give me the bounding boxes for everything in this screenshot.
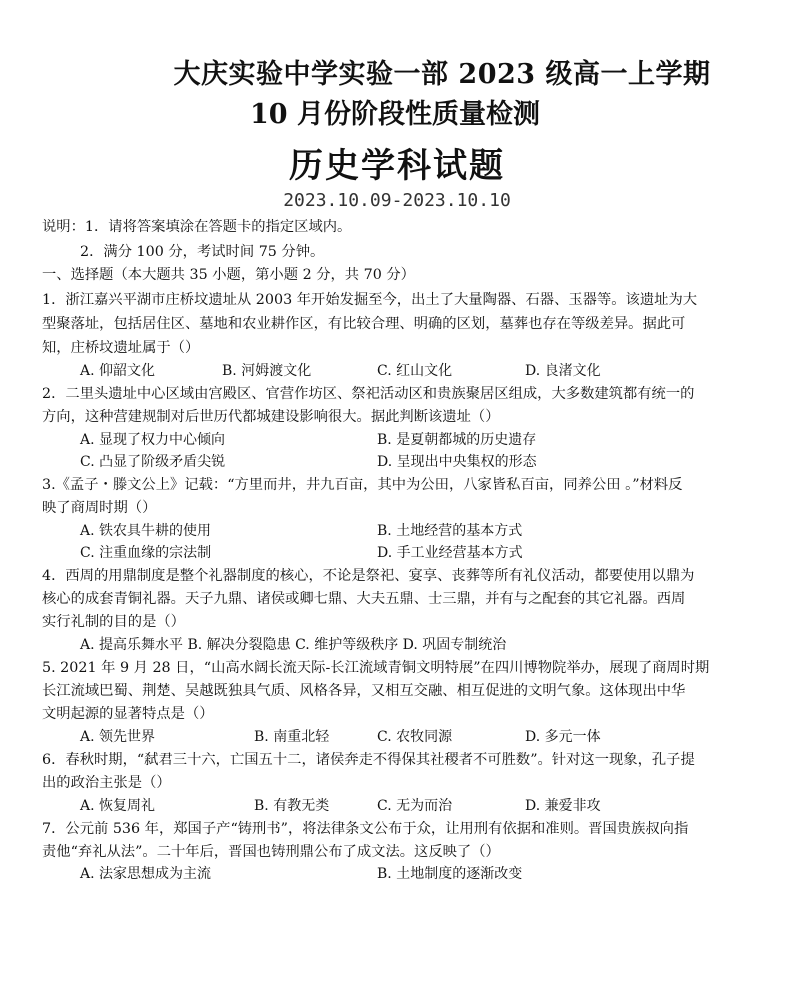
question-7-option-b: B. 土地制度的逐渐改变 (377, 866, 523, 882)
question-5-option-c: C. 农牧同源 (377, 729, 453, 745)
section-heading: 一、选择题（本大题共 35 小题，第小题 2 分，共 70 分） (42, 267, 415, 283)
title-line-3: 历史学科试题 (289, 146, 505, 186)
question-2-line-2: 方向，这种营建规制对后世历代都城建设影响很大。据此判断该遗址（） (42, 409, 500, 425)
question-6-option-b: B. 有教无类 (254, 798, 330, 814)
title-line-2: 10 月份阶段性质量检测 (250, 99, 540, 130)
question-1-line-2: 型聚落址，包括居住区、墓地和农业耕作区，有比较合理、明确的区划，墓葬也存在等级差异。据此可 (42, 316, 686, 332)
question-6-line-1: 6．春秋时期，“弑君三十六，亡国五十二，诸侯奔走不得保其社稷者不可胜数”。针对这一现象，孔子提 (42, 752, 695, 768)
note-line-2: 2．满分 100 分，考试时间 75 分钟。 (80, 244, 325, 260)
question-1-option-d: D. 良渚文化 (525, 363, 601, 379)
question-5-line-3: 文明起源的显著特点是（） (42, 706, 214, 722)
question-3-option-b: B. 土地经营的基本方式 (377, 523, 523, 539)
question-5-line-2: 长江流域巴蜀、荆楚、吴越既独具气质、风格各异，又相互交融、相互促进的文明气象。这体现出中华 (42, 683, 686, 699)
note-line-1: 说明：1．请将答案填涂在答题卡的指定区域内。 (42, 219, 352, 235)
question-2-option-c: C. 凸显了阶级矛盾尖锐 (80, 454, 226, 470)
question-1-option-a: A. 仰韶文化 (80, 363, 156, 379)
question-4-line-3: 实行礼制的目的是（） (42, 614, 185, 630)
question-5-option-a: A. 领先世界 (80, 729, 156, 745)
question-7-option-a: A. 法家思想成为主流 (80, 866, 212, 882)
question-6-option-c: C. 无为而治 (377, 798, 453, 814)
question-4-options: A. 提高乐舞水平 B. 解决分裂隐患 C. 维护等级秩序 D. 巩固专制统治 (80, 637, 507, 653)
question-5-option-b: B. 南重北轻 (254, 729, 330, 745)
question-6-option-d: D. 兼爱非攻 (525, 798, 601, 814)
question-1-line-1: 1．浙江嘉兴平湖市庄桥坟遗址从 2003 年开始发掘至今，出土了大量陶器、石器、玉器等。该遗址为大 (42, 292, 698, 308)
question-1-line-3: 知，庄桥坟遗址属于（） (42, 340, 200, 356)
question-2-line-1: 2．二里头遗址中心区域由宫殿区、官营作坊区、祭祀活动区和贵族聚居区组成，大多数建筑都有统一的 (42, 386, 695, 402)
question-3-option-c: C. 注重血缘的宗法制 (80, 545, 212, 561)
exam-date: 2023.10.09-2023.10.10 (283, 190, 511, 211)
question-1-option-c: C. 红山文化 (377, 363, 453, 379)
question-4-line-1: 4．西周的用鼎制度是整个礼器制度的核心，不论是祭祀、宴享、丧葬等所有礼仪活动，都要使用以鼎为 (42, 568, 695, 584)
question-2-option-b: B. 是夏朝都城的历史遗存 (377, 432, 537, 448)
question-3-line-1: 3.《孟子・滕文公上》记载：“方里而井，井九百亩，其中为公田，八家皆私百亩，同养公田 。”材料反 (42, 477, 683, 493)
question-3-option-d: D. 手工业经营基本方式 (377, 545, 523, 561)
question-6-line-2: 出的政治主张是（） (42, 775, 171, 791)
question-2-option-a: A. 显现了权力中心倾向 (80, 432, 226, 448)
question-5-option-d: D. 多元一体 (525, 729, 601, 745)
question-7-line-2: 责他“弃礼从法”。二十年后，晋国也铸刑鼎公布了成文法。这反映了（） (42, 844, 500, 860)
question-3-option-a: A. 铁农具牛耕的使用 (80, 523, 212, 539)
question-2-option-d: D. 呈现出中央集权的形态 (377, 454, 537, 470)
question-3-line-2: 映了商周时期（） (42, 500, 157, 516)
question-7-line-1: 7．公元前 536 年，郑国子产“铸刑书”，将法律条文公布于众，让用刑有依据和准则。晋国贵族叔向指 (42, 821, 689, 837)
question-6-option-a: A. 恢复周礼 (80, 798, 156, 814)
question-5-line-1: 5. 2021 年 9 月 28 日，“山高水阔长流天际-长江流域青铜文明特展”在四川博物院举办，展现了商周时期 (42, 660, 710, 676)
question-4-line-2: 核心的成套青铜礼器。天子九鼎、诸侯或卿七鼎、大夫五鼎、士三鼎，并有与之配套的其它礼器。西周 (42, 591, 686, 607)
title-line-1: 大庆实验中学实验一部 2023 级高一上学期 (173, 59, 711, 90)
question-1-option-b: B. 河姆渡文化 (222, 363, 312, 379)
